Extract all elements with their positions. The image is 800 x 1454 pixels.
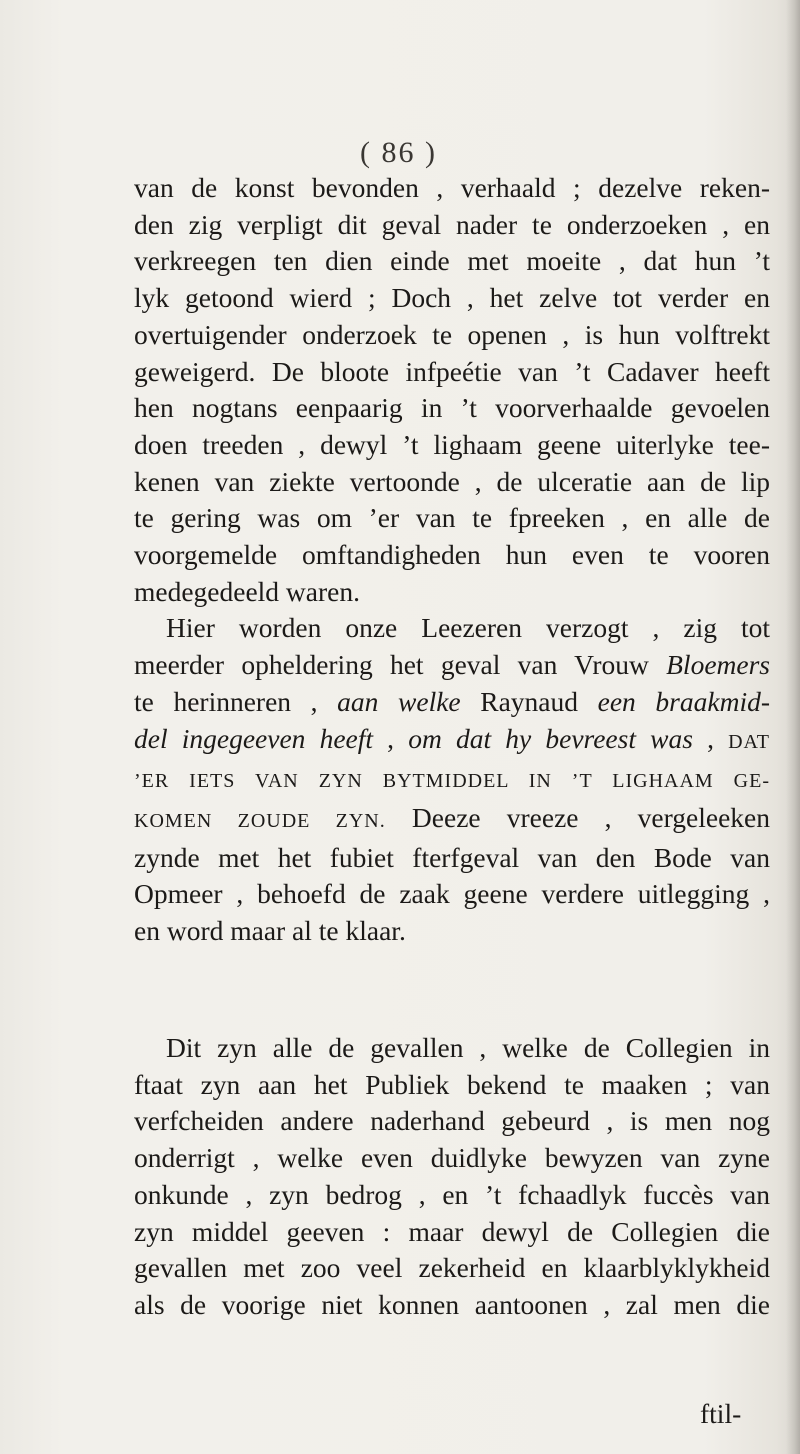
- text-segment: onderrigt , welke even duidlyke bewyzen van zyne: [134, 1142, 770, 1174]
- text-segment: te herinneren ,: [134, 685, 338, 717]
- text-segment: onkunde , zyn bedrog , en ’t fchaadlyk fuccès van: [134, 1178, 770, 1210]
- text-line: [134, 354, 770, 391]
- text-line: [134, 800, 770, 840]
- paragraph-1: [134, 170, 770, 950]
- text-segment: ,: [373, 722, 409, 754]
- text-line: [134, 207, 770, 244]
- italic-text: del ingegeeven heeft: [134, 722, 374, 754]
- paragraph-2: [134, 1030, 770, 1324]
- text-line: [134, 427, 770, 464]
- text-segment: Opmeer , behoefd de zaak geene verdere uitlegging ,: [134, 878, 770, 910]
- text-line: [134, 574, 770, 611]
- text-segment: zyn middel geeven : maar dewyl de Collegien die: [134, 1215, 770, 1247]
- text-line: [134, 684, 770, 721]
- text-line: [134, 876, 770, 913]
- text-line: [134, 280, 770, 317]
- text-line: [134, 317, 770, 354]
- text-line: [134, 1177, 770, 1214]
- text-segment: Deeze vreeze , vergeleeken: [385, 801, 770, 833]
- text-segment: overtuigender onderzoek te openen , is hun volftrekt: [134, 318, 770, 350]
- text-segment: en word maar al te klaar.: [134, 915, 406, 947]
- italic-text: om dat hy bevreest was: [408, 722, 693, 754]
- text-segment: verkreegen ten dien einde met moeite , dat hun ’t: [134, 245, 770, 277]
- text-segment: gevallen met zoo veel zekerheid en klaarblyklykheid: [134, 1252, 770, 1284]
- text-segment: voorgemelde omftandigheden hun even te vooren: [134, 539, 770, 571]
- page-number: ( 86 ): [360, 136, 437, 169]
- small-caps-text: DAT: [728, 730, 770, 753]
- small-caps-text: ’ER IETS VAN ZYN BYTMIDDEL IN ’T LIGHAAM GE-: [134, 770, 770, 793]
- text-line: [134, 1250, 770, 1287]
- italic-text: Bloemers: [666, 649, 770, 681]
- text-line: [134, 1030, 770, 1067]
- text-segment: hen nogtans eenpaarig in ’t voorverhaalde gevoelen: [134, 392, 770, 424]
- text-segment: ,: [692, 722, 729, 754]
- text-line: [134, 1067, 770, 1104]
- text-line: [134, 840, 770, 877]
- text-line: [134, 170, 770, 207]
- text-line: [134, 760, 770, 800]
- text-segment: medegedeeld waren.: [134, 575, 360, 607]
- text-segment: van de konst bevonden , verhaald ; dezelve reken-: [134, 172, 770, 203]
- text-line: [134, 610, 770, 647]
- text-segment: als de voorige niet konnen aantoonen , zal men die: [134, 1288, 770, 1320]
- text-segment: Raynaud: [460, 685, 598, 717]
- text-line: [134, 464, 770, 501]
- text-line: [134, 537, 770, 574]
- text-line: [134, 1103, 770, 1140]
- text-line: [134, 721, 770, 761]
- text-segment: kenen van ziekte vertoonde , de ulceratie aan de lip: [134, 465, 770, 497]
- text-segment: doen treeden , dewyl ’t lighaam geene uiterlyke tee-: [134, 428, 770, 460]
- page-edge-shadow: [786, 0, 800, 1454]
- italic-text: een braakmid-: [597, 685, 770, 717]
- text-segment: lyk getoond wierd ; Doch , het zelve tot verder en: [134, 282, 770, 314]
- text-line: [134, 913, 770, 950]
- text-line: [134, 1214, 770, 1251]
- text-line: [134, 390, 770, 427]
- italic-text: aan welke: [337, 685, 461, 717]
- text-line: [134, 1287, 770, 1324]
- text-line: [134, 647, 770, 684]
- text-segment: geweigerd. De bloote infpeétie van ’t Cadaver heeft: [134, 355, 770, 387]
- text-segment: meerder opheldering het geval van Vrouw: [134, 649, 667, 681]
- text-segment: zynde met het fubiet fterfgeval van den Bode van: [134, 841, 770, 873]
- small-caps-text: KOMEN ZOUDE ZYN.: [134, 809, 386, 832]
- text-line: [134, 500, 770, 537]
- text-segment: Dit zyn alle de gevallen , welke de Collegien in: [166, 1032, 770, 1063]
- catchword: ftil-: [700, 1398, 742, 1429]
- text-segment: verfcheiden andere naderhand gebeurd , is men nog: [134, 1105, 770, 1137]
- text-line: [134, 243, 770, 280]
- text-segment: te gering was om ’er van te fpreeken , en alle de: [134, 502, 770, 534]
- text-line: [134, 1140, 770, 1177]
- text-segment: den zig verpligt dit geval nader te onderzoeken , en: [134, 208, 770, 240]
- text-segment: Hier worden onze Leezeren verzogt , zig tot: [166, 612, 770, 644]
- text-segment: ftaat zyn aan het Publiek bekend te maaken ; van: [134, 1068, 770, 1100]
